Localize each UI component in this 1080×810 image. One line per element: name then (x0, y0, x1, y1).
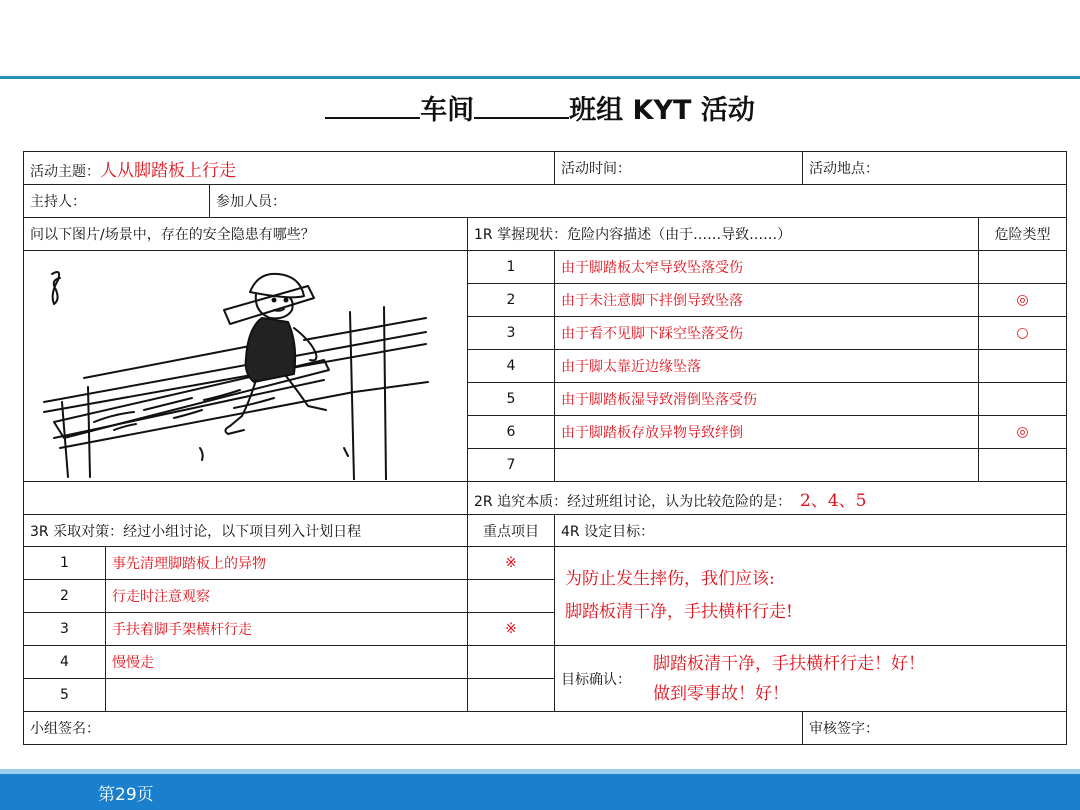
hazard-type (979, 350, 1067, 383)
title-team: 班组 KYT 活动 (569, 95, 755, 126)
measure-key: ※ (468, 613, 555, 646)
place-cell (803, 152, 1067, 185)
host-label: 主持人： (30, 194, 86, 210)
essence-label: 2R 追究本质：经过班组讨论，认为比较危险的是： (474, 493, 792, 510)
essence-value: 2、4、5 (800, 490, 867, 511)
hazard-text: 由于脚太靠近边缘坠落 (555, 350, 979, 383)
measure-no: 4 (24, 646, 106, 679)
measure-key (468, 679, 555, 712)
participants-label: 参加人员： (216, 194, 286, 210)
hazard-type: ○ (979, 317, 1067, 350)
scene-question: 问以下图片/场景中，存在的安全隐患有哪些？ (24, 218, 468, 251)
measure-key (468, 580, 555, 613)
group-signature-cell (24, 712, 803, 745)
page-title (0, 88, 1080, 127)
measure-text: 手扶着脚手架横杆行走 (106, 613, 468, 646)
hazard-type (979, 383, 1067, 416)
measure-text: 事先清理脚踏板上的异物 (106, 547, 468, 580)
hazard-text: 由于看不见脚下踩空坠落受伤 (555, 317, 979, 350)
hazard-text: 由于脚踏板存放异物导致绊倒 (555, 416, 979, 449)
kyt-form-table (23, 151, 1067, 745)
hazard-no: 4 (468, 350, 555, 383)
measure-no: 1 (24, 547, 106, 580)
hazard-type: ◎ (979, 284, 1067, 317)
measure-key: ※ (468, 547, 555, 580)
review-signature-label: 审核签字： (809, 721, 879, 737)
confirm-line: 脚踏板清干净，手扶横杆行走！好！ (653, 653, 925, 674)
goal-confirm-label: 目标确认： (561, 671, 631, 688)
goal-content (555, 547, 1067, 646)
hazard-type (979, 449, 1067, 482)
hazard-no: 1 (468, 251, 555, 284)
scene-illustration-footer (24, 482, 468, 515)
scene-illustration (24, 251, 468, 482)
key-item-heading: 重点项目 (468, 515, 555, 547)
hazard-type-heading: 危险类型 (979, 218, 1067, 251)
hazard-heading: 1R 掌握现状：危险内容描述（由于……导致……） (468, 218, 979, 251)
worker-on-scaffold-drawing (24, 252, 465, 480)
goal-heading: 4R 设定目标： (555, 515, 1067, 547)
time-label: 活动时间： (561, 161, 631, 177)
measure-text: 行走时注意观察 (106, 580, 468, 613)
hazard-text: 由于未注意脚下拌倒导致坠落 (555, 284, 979, 317)
essence-cell (468, 482, 1067, 515)
place-label: 活动地点： (809, 161, 879, 177)
measure-no: 5 (24, 679, 106, 712)
time-cell (555, 152, 803, 185)
measure-key (468, 646, 555, 679)
team-blank (474, 93, 569, 119)
title-workshop: 车间 (420, 95, 475, 126)
hazard-no: 7 (468, 449, 555, 482)
hazard-no: 5 (468, 383, 555, 416)
hazard-text: 由于脚踏板太窄导致坠落受伤 (555, 251, 979, 284)
page-number: 第29页 (98, 785, 154, 805)
goal-line: 为防止发生摔伤，我们应该: (565, 569, 775, 589)
footer-accent-strip (0, 769, 1080, 774)
hazard-type (979, 251, 1067, 284)
confirm-line: 做到零事故！好！ (653, 683, 789, 704)
goal-line: 脚踏板清干净，手扶横杆行走! (565, 602, 793, 622)
measure-text: 慢慢走 (106, 646, 468, 679)
measures-heading: 3R 采取对策：经过小组讨论，以下项目列入计划日程 (24, 515, 468, 547)
participants-cell (210, 185, 1067, 218)
measure-no: 3 (24, 613, 106, 646)
measure-text (106, 679, 468, 712)
measure-no: 2 (24, 580, 106, 613)
hazard-no: 2 (468, 284, 555, 317)
goal-confirm-cell (555, 646, 1067, 712)
hazard-text: 由于脚踏板湿导致滑倒坠落受伤 (555, 383, 979, 416)
group-signature-label: 小组签名： (30, 721, 100, 737)
topic-label: 活动主题： (30, 163, 100, 180)
host-cell (24, 185, 210, 218)
hazard-type: ◎ (979, 416, 1067, 449)
top-divider (0, 76, 1080, 79)
workshop-blank (325, 93, 420, 119)
topic-value: 人从脚踏板上行走 (100, 160, 236, 181)
hazard-text (555, 449, 979, 482)
review-signature-cell (803, 712, 1067, 745)
hazard-no: 3 (468, 317, 555, 350)
footer-bar (0, 769, 1080, 810)
hazard-no: 6 (468, 416, 555, 449)
topic-cell (24, 152, 555, 185)
